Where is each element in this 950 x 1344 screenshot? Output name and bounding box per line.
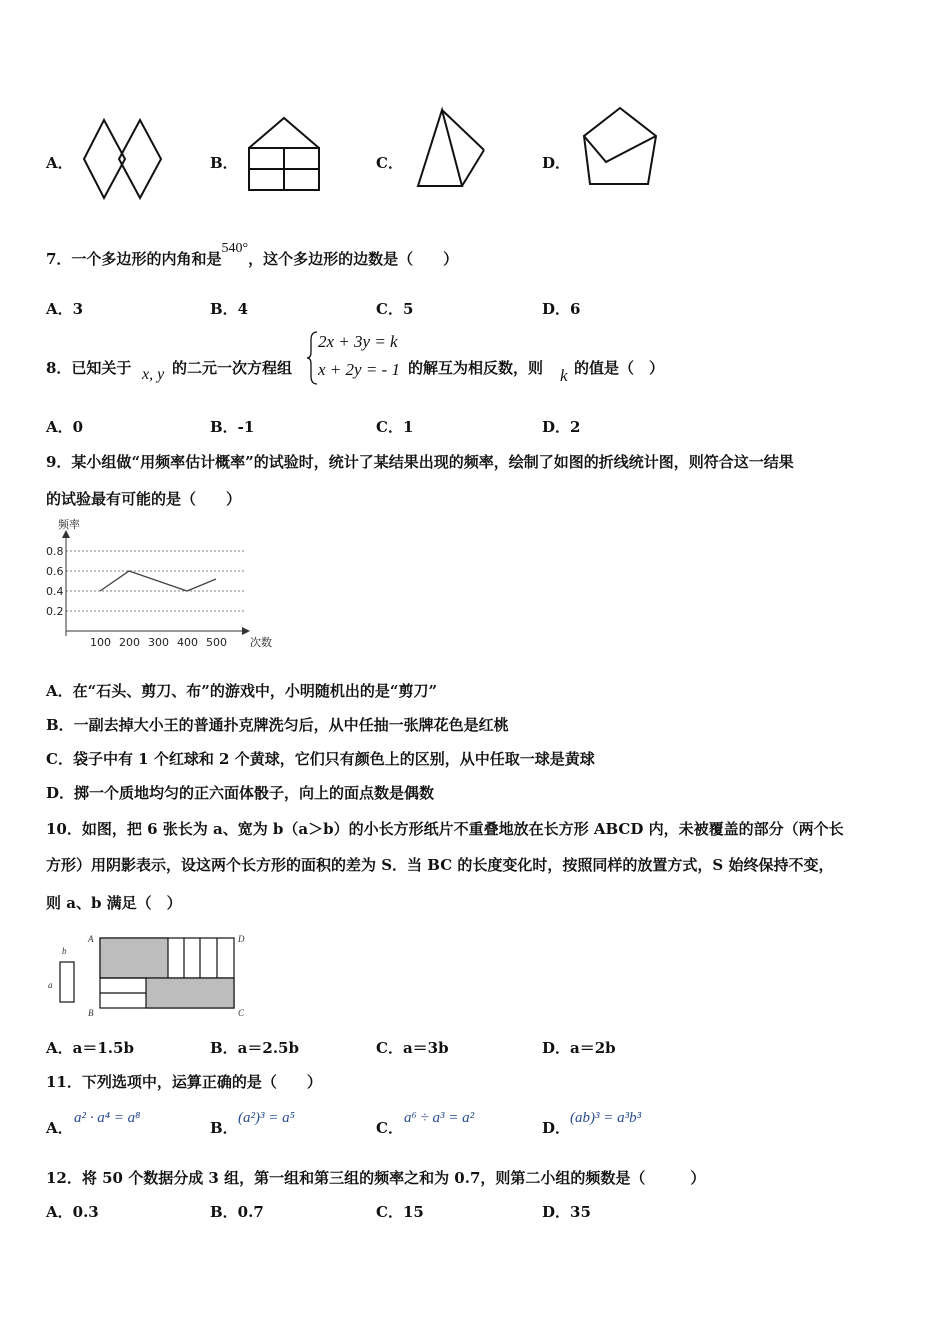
q8-stem-pre: 8．已知关于 xyxy=(46,359,132,377)
two-overlapping-diamonds-figure xyxy=(82,116,164,202)
q12-stem: 12．将 50 个数据分成 3 组，第一组和第三组的频率之和为 0.7，则第二小组的频数是（ ） xyxy=(46,1169,706,1187)
q8-stem-post: 的解互为相反数，则 xyxy=(408,359,544,377)
chart-ylabel: 频率 xyxy=(58,518,80,531)
q11-option-d-expr: (ab)³ = a³b³ xyxy=(570,1110,642,1126)
q8-option-d: D．2 xyxy=(542,418,581,436)
x-tick-label: 100 xyxy=(90,636,111,649)
label-D: D xyxy=(238,934,245,944)
chart-x-tick-labels xyxy=(90,636,227,649)
q7-option-b: B．4 xyxy=(210,300,249,318)
shaded-rectangle-top xyxy=(100,938,168,978)
q10-option-d: D．a＝2b xyxy=(542,1039,616,1057)
q10-stem-line1: 10．如图，把 6 张长为 a、宽为 b（a＞b）的小长方形纸片不重叠地放在长方形 ABCD 内，未被覆盖的部分（两个长 xyxy=(46,820,844,838)
y-tick-label: 0.6 xyxy=(46,565,64,578)
q11-option-a-label: A． xyxy=(46,1119,73,1137)
q6-option-d-label: D． xyxy=(542,154,571,172)
q8-vars: x, y xyxy=(142,366,165,383)
tetrahedron-figure xyxy=(412,106,492,192)
q10-option-b: B．a＝2.5b xyxy=(210,1039,299,1057)
q9-option-b: B．一副去掉大小王的普通扑克牌洗匀后，从中任抽一张牌花色是红桃 xyxy=(46,716,509,734)
q7-stem-pre: 7．一个多边形的内角和是 xyxy=(46,250,222,268)
chart-xlabel: 次数 xyxy=(250,636,272,649)
q12-option-c: C．15 xyxy=(376,1203,424,1221)
chart-y-tick-labels xyxy=(46,545,64,618)
x-tick-label: 300 xyxy=(148,636,169,649)
q7-stem-post: ，这个多边形的边数是（ ） xyxy=(248,250,459,268)
q9-option-c: C．袋子中有 1 个红球和 2 个黄球，它们只有颜色上的区别，从中任取一球是黄球 xyxy=(46,750,595,768)
q9-option-a: A．在“石头、剪刀、布”的游戏中，小明随机出的是“剪刀” xyxy=(46,682,438,700)
q11-option-a-expr: a² · a⁴ = a⁸ xyxy=(74,1110,141,1126)
label-B: B xyxy=(88,1008,94,1018)
x-tick-label: 500 xyxy=(206,636,227,649)
chart-series-line xyxy=(100,571,216,591)
q8-stem-end: 的值是（ ） xyxy=(574,359,665,377)
q11-option-d-label: D． xyxy=(542,1119,571,1137)
small-rectangle xyxy=(60,962,74,1002)
q9-stem-line2: 的试验最有可能的是（ ） xyxy=(46,490,242,508)
x-axis-arrow-icon xyxy=(242,627,250,635)
q8-eq1: 2x + 3y = k xyxy=(318,332,398,351)
q9-stem-line1: 9．某小组做“用频率估计概率”的试验时，统计了某结果出现的频率，绘制了如图的折线统计图，则符合这一结果 xyxy=(46,453,794,471)
q12-option-a: A．0.3 xyxy=(46,1203,99,1221)
y-tick-label: 0.4 xyxy=(46,585,64,598)
shaded-rectangle-bottom xyxy=(146,978,234,1008)
y-tick-label: 0.2 xyxy=(46,605,64,618)
q11-option-b-expr: (a²)³ = a⁵ xyxy=(238,1110,295,1126)
q9-option-d: D．掷一个质地均匀的正六面体骰子，向上的面点数是偶数 xyxy=(46,784,435,802)
q10-stem-line2: 方形）用阴影表示，设这两个长方形的面积的差为 S．当 BC 的长度变化时，按照同样的放置方式，S 始终保持不变， xyxy=(46,856,834,874)
q8-option-a: A．0 xyxy=(46,418,84,436)
q6-option-b-label: B． xyxy=(210,154,238,172)
label-b: b xyxy=(62,946,67,956)
q7-option-c: C．5 xyxy=(376,300,414,318)
q9-frequency-chart xyxy=(44,516,280,652)
q11-option-b-label: B． xyxy=(210,1119,238,1137)
q8-option-b: B．-1 xyxy=(210,418,255,436)
label-a: a xyxy=(48,980,53,990)
q8-eq2: x + 2y = - 1 xyxy=(318,360,400,379)
y-tick-label: 0.8 xyxy=(46,545,64,558)
q7-stem xyxy=(46,241,459,269)
chart-grid xyxy=(66,551,246,611)
q6-option-c-label: C． xyxy=(376,154,403,172)
y-axis-arrow-icon xyxy=(62,530,70,538)
q12-option-d: D．35 xyxy=(542,1203,591,1221)
q11-stem: 11．下列选项中，运算正确的是（ ） xyxy=(46,1073,322,1091)
q11-option-c-expr: a⁶ ÷ a³ = a² xyxy=(404,1110,475,1126)
q10-option-c: C．a＝3b xyxy=(376,1039,449,1057)
x-tick-label: 200 xyxy=(119,636,140,649)
x-tick-label: 400 xyxy=(177,636,198,649)
q10-stem-line3: 则 a、b 满足（ ） xyxy=(46,894,182,912)
label-A: A xyxy=(88,934,94,944)
q7-option-a: A．3 xyxy=(46,300,84,318)
q10-rectangles-figure xyxy=(44,930,254,1022)
q10-option-a: A．a＝1.5b xyxy=(46,1039,134,1057)
q8-stem-mid: 的二元一次方程组 xyxy=(172,359,293,377)
pentagon-envelope-figure xyxy=(580,104,660,190)
q11-option-c-label: C． xyxy=(376,1119,403,1137)
q8-option-c: C．1 xyxy=(376,418,414,436)
q7-option-d: D．6 xyxy=(542,300,581,318)
q8-k: k xyxy=(560,366,568,385)
q6-option-a-label: A． xyxy=(46,154,73,172)
house-grid-figure xyxy=(244,114,324,194)
q12-option-b: B．0.7 xyxy=(210,1203,264,1221)
q7-angle: 540° xyxy=(221,241,249,256)
label-C: C xyxy=(238,1008,245,1018)
